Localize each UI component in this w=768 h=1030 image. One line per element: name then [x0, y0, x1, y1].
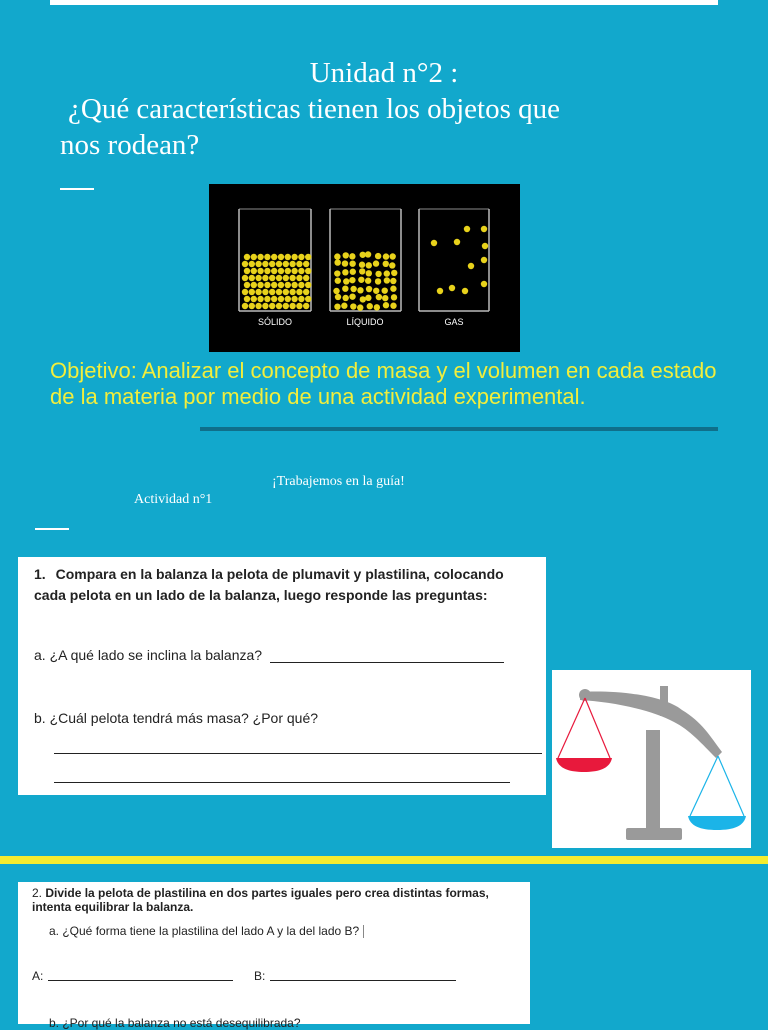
solid-particle [244, 254, 250, 260]
solid-particle [278, 268, 284, 274]
solid-particle [285, 254, 291, 260]
solid-particle [255, 275, 261, 281]
solid-particle [303, 275, 309, 281]
liquid-particle [334, 270, 340, 276]
solid-particle [249, 289, 255, 295]
solid-particle [278, 254, 284, 260]
page-title [0, 55, 768, 163]
gas-particle [437, 288, 443, 294]
solid-particle [251, 282, 257, 288]
solid-particle [257, 268, 263, 274]
left-pan [556, 758, 612, 772]
liquid-particle [335, 278, 341, 284]
gas-particle [454, 239, 460, 245]
solid-particle [283, 289, 289, 295]
question1-number: 1. [34, 566, 46, 582]
liquid-particle [341, 303, 347, 309]
question2-text [32, 886, 527, 914]
solid-particle [298, 268, 304, 274]
objective-underline [200, 427, 718, 431]
guia-text: ¡Trabajemos en la guía! [272, 474, 405, 489]
liquid-particle [374, 304, 380, 310]
liquid-particle [373, 288, 379, 294]
gas-particle [482, 243, 488, 249]
gas-particle [481, 226, 487, 232]
solid-particle [291, 296, 297, 302]
liquid-particle [360, 296, 366, 302]
solid-particle [289, 289, 295, 295]
solid-particle [303, 261, 309, 267]
left-string-2 [585, 698, 610, 758]
answer-line-b1[interactable] [54, 753, 542, 754]
liquid-particle [383, 302, 389, 308]
liquid-particle [391, 270, 397, 276]
liquid-label: LÍQUIDO [346, 317, 384, 327]
liquid-particle [333, 288, 339, 294]
solid-particle [262, 303, 268, 309]
solid-particle [285, 282, 291, 288]
liquid-particle [390, 303, 396, 309]
liquid-particle [366, 270, 372, 276]
gas-particle [468, 263, 474, 269]
question2-b: b. ¿Por qué la balanza no está desequilibrada? [49, 1016, 301, 1030]
scale-post [646, 730, 660, 832]
gas-particle [464, 226, 470, 232]
liquid-particle [389, 253, 395, 259]
liquid-particle [384, 277, 390, 283]
liquid-particle [342, 295, 348, 301]
question1-box [18, 557, 546, 795]
solid-particle [269, 261, 275, 267]
liquid-particle [366, 286, 372, 292]
solid-particle [271, 268, 277, 274]
solid-particle [251, 268, 257, 274]
activity-dash [35, 528, 69, 530]
liquid-particle [349, 277, 355, 283]
scale-image [552, 670, 751, 848]
gas-particle [481, 281, 487, 287]
question1-text [34, 564, 539, 606]
solid-particle [255, 289, 261, 295]
solid-particle [244, 296, 250, 302]
liquid-particle [359, 262, 365, 268]
solid-particle [278, 282, 284, 288]
solid-particle [262, 289, 268, 295]
solid-particle [242, 261, 248, 267]
solid-particle [289, 303, 295, 309]
solid-particle [271, 282, 277, 288]
answer-line-b2[interactable] [54, 782, 510, 783]
solid-particle [283, 303, 289, 309]
answer-line-2b[interactable] [270, 980, 456, 981]
liquid-particle [350, 269, 356, 275]
solid-particle [264, 254, 270, 260]
solid-particle [298, 282, 304, 288]
text-cursor [363, 925, 364, 938]
solid-particle [285, 268, 291, 274]
liquid-particle [365, 295, 371, 301]
liquid-particle [390, 286, 396, 292]
solid-particle [291, 268, 297, 274]
gas-container [419, 209, 489, 311]
left-string-1 [558, 698, 585, 758]
question2-label-a: A: [32, 969, 44, 983]
gas-particle [462, 288, 468, 294]
answer-line-2a[interactable] [48, 980, 233, 981]
answer-line-a[interactable] [270, 662, 504, 663]
solid-particle [305, 268, 311, 274]
solid-particle [291, 254, 297, 260]
question1-body: Compara en la balanza la pelota de plumavit y plastilina, colocando cada pelota en un lado de la balanza, luego responde las preguntas: [34, 566, 504, 603]
question2-a [49, 924, 364, 938]
liquid-particle [342, 269, 348, 275]
solid-particle [296, 289, 302, 295]
solid-particle [276, 261, 282, 267]
particles [242, 226, 488, 311]
liquid-particle [342, 285, 348, 291]
liquid-particle [350, 303, 356, 309]
solid-particle [303, 289, 309, 295]
liquid-particle [349, 260, 355, 266]
unit-title: Unidad n°2 : [309, 57, 459, 89]
solid-particle [305, 254, 311, 260]
liquid-particle [357, 304, 363, 310]
solid-particle [257, 296, 263, 302]
question2-a-text: a. ¿Qué forma tiene la plastilina del lado A y la del lado B? [49, 924, 360, 938]
balance-scale-icon [552, 670, 751, 848]
solid-particle [276, 289, 282, 295]
liquid-particle [343, 278, 349, 284]
liquid-particle [383, 261, 389, 267]
solid-particle [276, 303, 282, 309]
solid-particle [242, 303, 248, 309]
solid-particle [291, 282, 297, 288]
liquid-particle [365, 278, 371, 284]
solid-particle [244, 268, 250, 274]
liquid-particle [375, 271, 381, 277]
solid-particle [305, 296, 311, 302]
solid-label: SÓLIDO [257, 317, 293, 327]
question1-b: b. ¿Cuál pelota tendrá más masa? ¿Por qué? [34, 710, 319, 726]
solid-particle [296, 303, 302, 309]
question2-body: Divide la pelota de plastilina en dos partes iguales pero crea distintas formas, intenta equilibrar la balanza. [32, 886, 489, 914]
solid-particle [257, 254, 263, 260]
liquid-particle [334, 259, 340, 265]
solid-particle [289, 261, 295, 267]
liquid-particle [343, 252, 349, 258]
solid-particle [298, 296, 304, 302]
scale-pointer [660, 686, 668, 716]
liquid-particle [334, 303, 340, 309]
states-svg [209, 184, 520, 352]
right-string-2 [718, 756, 744, 816]
gas-particle [449, 285, 455, 291]
liquid-particle [366, 262, 372, 268]
solid-particle [271, 296, 277, 302]
solid-particle [255, 261, 261, 267]
question2-number: 2. [32, 886, 43, 900]
gas-particle [431, 240, 437, 246]
solid-particle [269, 303, 275, 309]
liquid-particle [349, 253, 355, 259]
solid-particle [269, 289, 275, 295]
solid-particle [242, 289, 248, 295]
liquid-particle [391, 294, 397, 300]
liquid-particle [384, 270, 390, 276]
liquid-particle [350, 286, 356, 292]
solid-particle [289, 275, 295, 281]
solid-particle [249, 261, 255, 267]
liquid-particle [342, 260, 348, 266]
solid-particle [276, 275, 282, 281]
solid-particle [244, 282, 250, 288]
liquid-particle [390, 278, 396, 284]
solid-particle [285, 296, 291, 302]
solid-particle [242, 275, 248, 281]
right-string-1 [690, 756, 718, 816]
solid-particle [257, 282, 263, 288]
liquid-particle [349, 293, 355, 299]
objective-text: Objetivo: Analizar el concepto de masa y el volumen en cada estado de la materia por medio de una actividad experimental. [50, 358, 717, 409]
title-dash [60, 188, 94, 190]
solid-particle [298, 254, 304, 260]
liquid-particle [389, 262, 395, 268]
top-bar [50, 0, 718, 5]
solid-particle [296, 261, 302, 267]
liquid-particle [367, 303, 373, 309]
solid-particle [262, 261, 268, 267]
liquid-particle [375, 253, 381, 259]
liquid-particle [382, 287, 388, 293]
states-of-matter-figure [209, 184, 520, 352]
solid-particle [251, 254, 257, 260]
solid-particle [251, 296, 257, 302]
liquid-particle [376, 294, 382, 300]
solid-particle [283, 261, 289, 267]
liquid-particle [334, 253, 340, 259]
solid-particle [255, 303, 261, 309]
solid-particle [283, 275, 289, 281]
solid-particle [278, 296, 284, 302]
solid-particle [264, 282, 270, 288]
question2-box [18, 882, 530, 1030]
gas-particle [481, 257, 487, 263]
liquid-particle [383, 253, 389, 259]
liquid-particle [375, 278, 381, 284]
solid-particle [296, 275, 302, 281]
liquid-particle [335, 294, 341, 300]
question2-label-b: B: [254, 969, 266, 983]
liquid-particle [357, 287, 363, 293]
yellow-divider [0, 856, 768, 864]
right-pan [688, 816, 746, 830]
solid-particle [262, 275, 268, 281]
solid-particle [249, 303, 255, 309]
gas-label: GAS [444, 317, 464, 327]
liquid-particle [382, 295, 388, 301]
question1-a: a. ¿A qué lado se inclina la balanza? [34, 647, 263, 663]
liquid-particle [358, 277, 364, 283]
solid-particle [249, 275, 255, 281]
solid-particle [271, 254, 277, 260]
solid-particle [305, 282, 311, 288]
title-question-line2: nos rodean? [60, 129, 200, 161]
solid-particle [303, 303, 309, 309]
liquid-particle [373, 260, 379, 266]
scale-base [626, 828, 682, 840]
solid-particle [264, 268, 270, 274]
solid-particle [269, 275, 275, 281]
title-question-line1: ¿Qué características tienen los objetos que [68, 93, 560, 125]
activity-title: Actividad n°1 [134, 492, 213, 507]
solid-particle [264, 296, 270, 302]
liquid-particle [365, 251, 371, 257]
liquid-particle [359, 268, 365, 274]
